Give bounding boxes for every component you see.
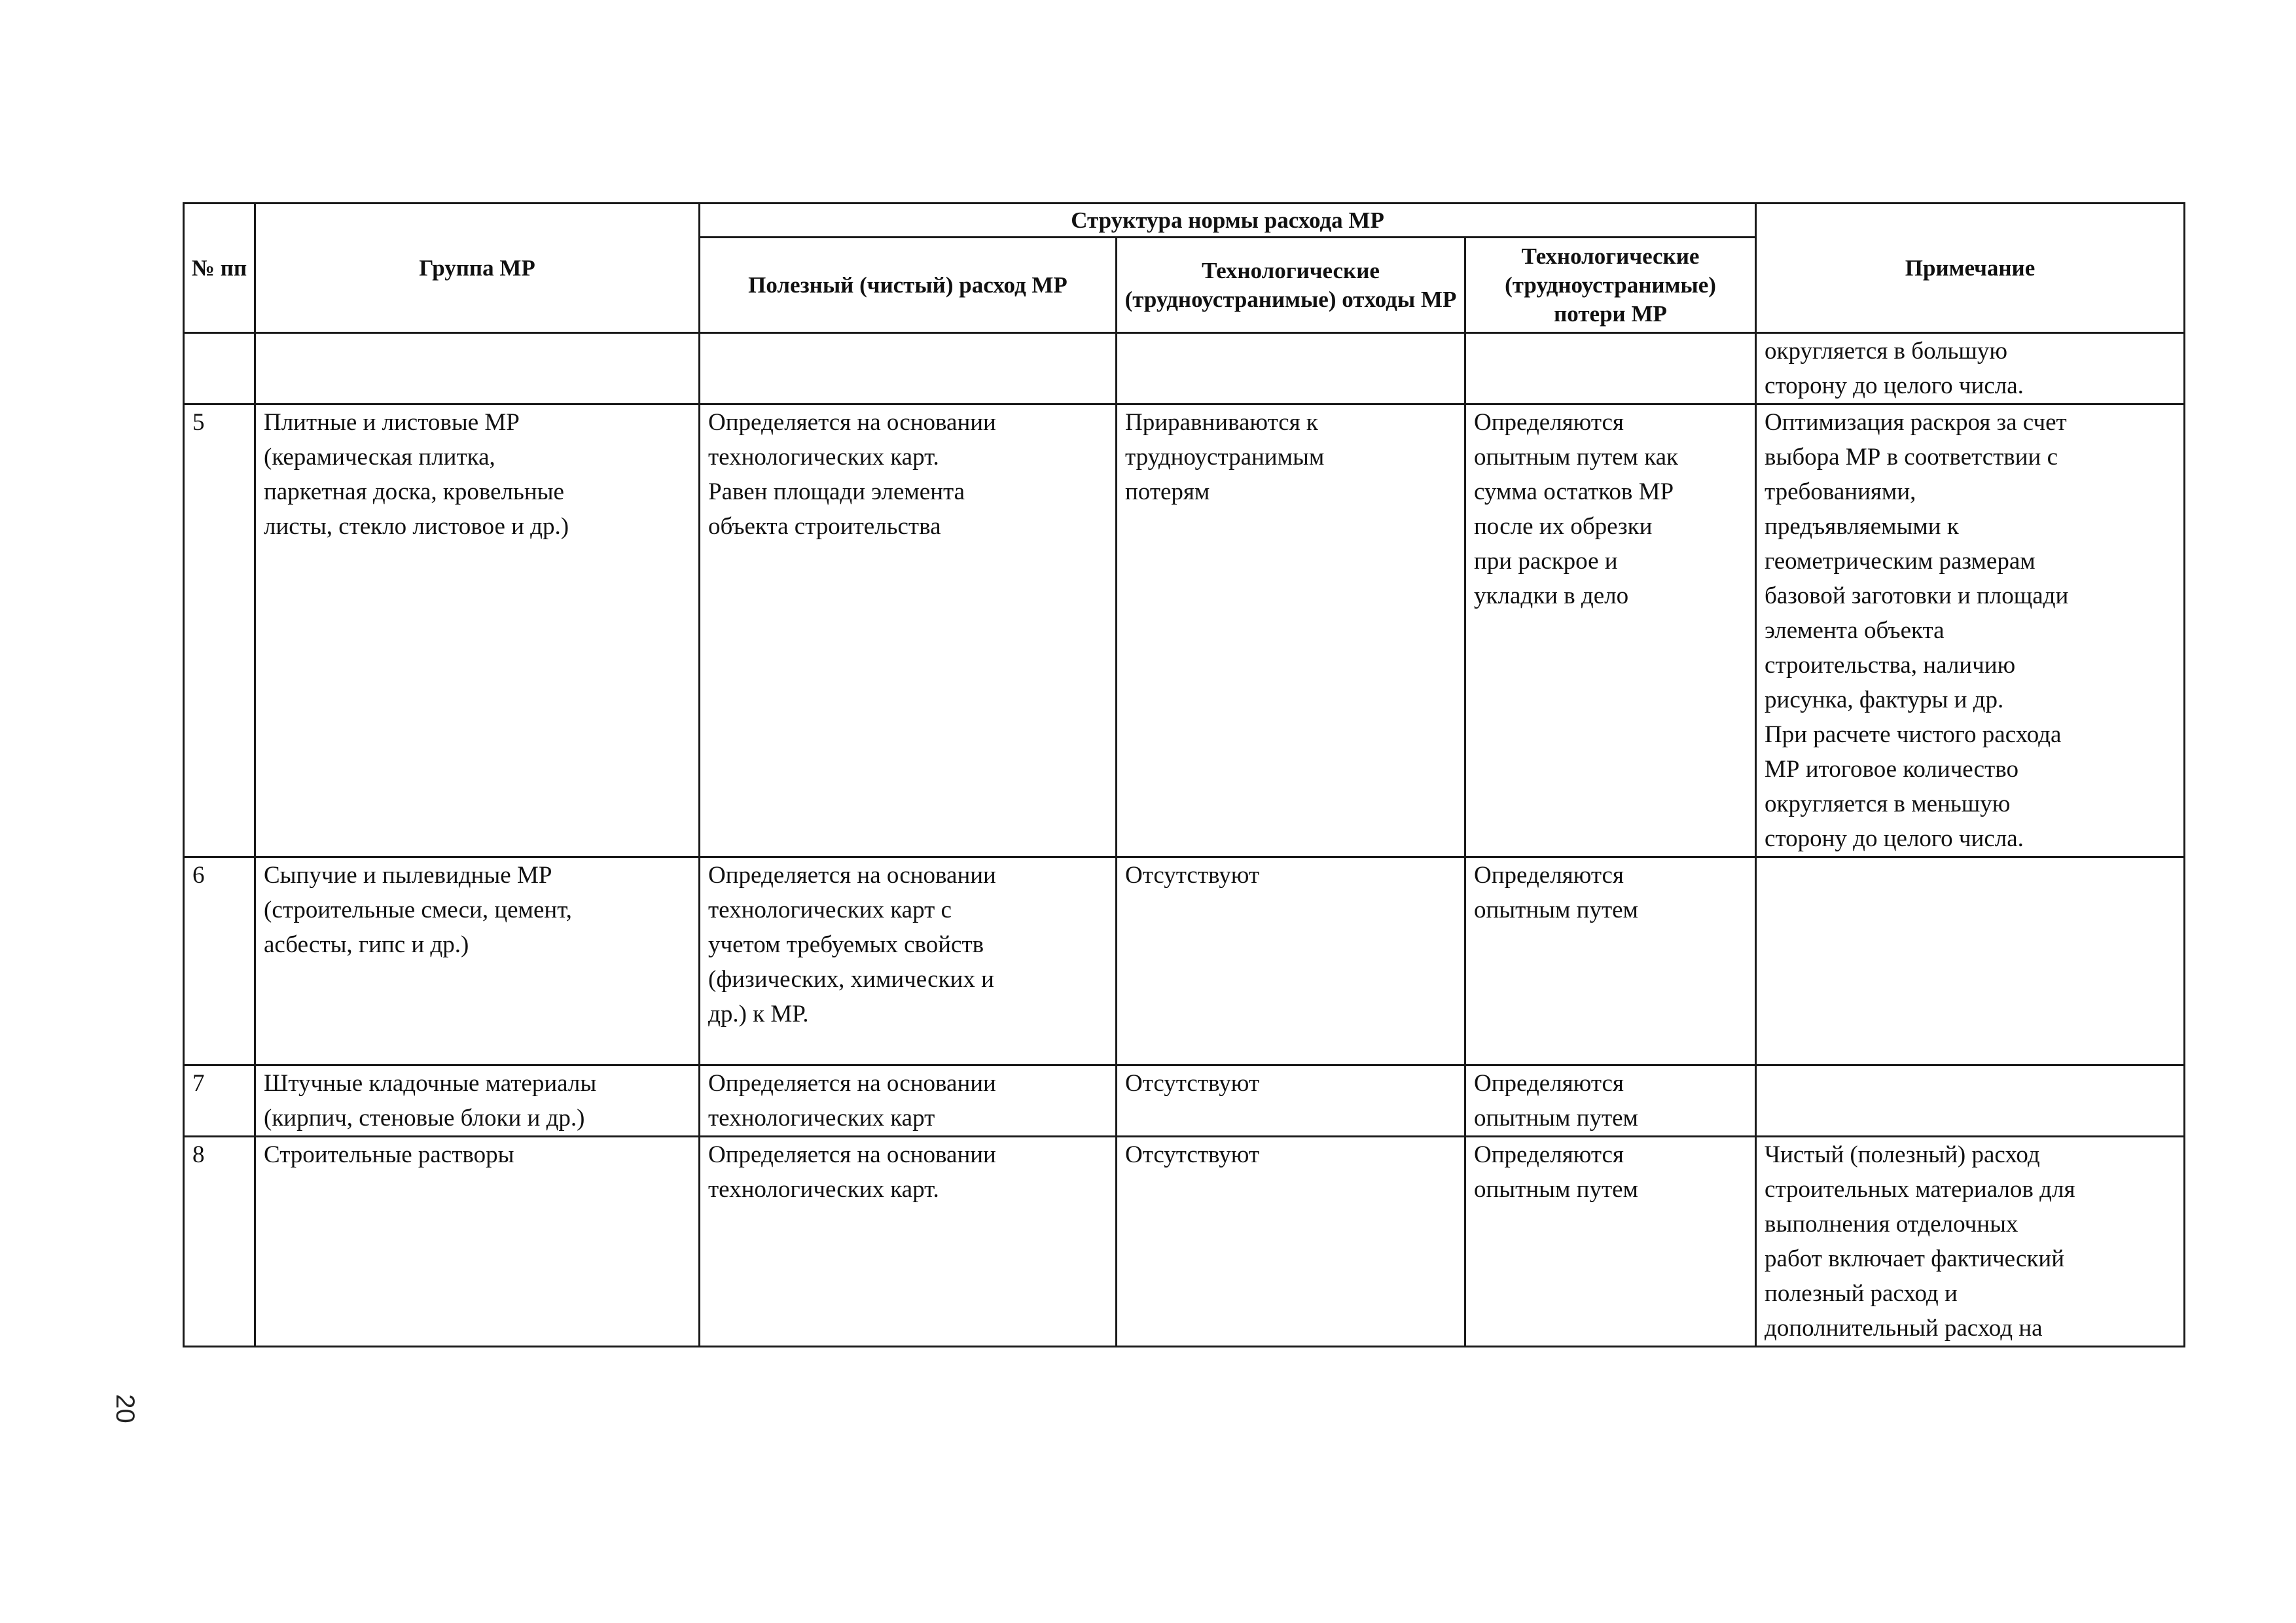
cell-note: округляется в большую сторону до целого числа.	[1756, 333, 2185, 404]
cell-waste: Приравниваются к трудноустранимым потерям	[1117, 404, 1465, 857]
cell-net	[700, 333, 1117, 404]
page-number: 20	[110, 1394, 139, 1423]
cell-number: 7	[184, 1065, 255, 1137]
cell-note	[1756, 1065, 2185, 1137]
cell-waste: Отсутствуют	[1117, 1065, 1465, 1137]
cell-note	[1756, 857, 2185, 1065]
cell-group: Строительные растворы	[255, 1137, 700, 1347]
header-number: № пп	[184, 204, 255, 333]
header-structure: Структура нормы расхода МР	[700, 204, 1756, 238]
table-row	[184, 1137, 2185, 1347]
header-waste: Технологические (трудноустранимые) отходы МР	[1117, 238, 1465, 333]
cell-number	[184, 333, 255, 404]
cell-losses: Определяются опытным путем	[1465, 1065, 1756, 1137]
table-row-continuation	[184, 333, 2185, 404]
table-header	[184, 204, 2185, 333]
table-row	[184, 404, 2185, 857]
cell-losses	[1465, 333, 1756, 404]
cell-losses: Определяются опытным путем	[1465, 857, 1756, 1065]
table-row	[184, 857, 2185, 1065]
cell-group: Плитные и листовые МР (керамическая плитка, паркетная доска, кровельные листы, стекло листовое и др.)	[255, 404, 700, 857]
cell-number: 8	[184, 1137, 255, 1347]
material-norms-table	[183, 202, 2185, 1347]
cell-waste: Отсутствуют	[1117, 857, 1465, 1065]
cell-number: 5	[184, 404, 255, 857]
cell-net: Определяется на основании технологических карт.	[700, 1137, 1117, 1347]
cell-number: 6	[184, 857, 255, 1065]
cell-losses: Определяются опытным путем как сумма остатков МР после их обрезки при раскрое и укладки в дело	[1465, 404, 1756, 857]
cell-note: Чистый (полезный) расход строительных материалов для выполнения отделочных работ включает фактический полезный расход и дополнительный расход на	[1756, 1137, 2185, 1347]
cell-group	[255, 333, 700, 404]
cell-waste: Отсутствуют	[1117, 1137, 1465, 1347]
header-losses: Технологические (трудноустранимые) потери МР	[1465, 238, 1756, 333]
header-group: Группа МР	[255, 204, 700, 333]
cell-losses: Определяются опытным путем	[1465, 1137, 1756, 1347]
header-net-consumption: Полезный (чистый) расход МР	[700, 238, 1117, 333]
header-note: Примечание	[1756, 204, 2185, 333]
cell-net: Определяется на основании технологических карт с учетом требуемых свойств (физических, химических и др.) к МР.	[700, 857, 1117, 1065]
cell-net: Определяется на основании технологических карт	[700, 1065, 1117, 1137]
cell-group: Сыпучие и пылевидные МР (строительные смеси, цемент, асбесты, гипс и др.)	[255, 857, 700, 1065]
cell-waste	[1117, 333, 1465, 404]
cell-net: Определяется на основании технологических карт. Равен площади элемента объекта строительства	[700, 404, 1117, 857]
cell-group: Штучные кладочные материалы (кирпич, стеновые блоки и др.)	[255, 1065, 700, 1137]
table-row	[184, 1065, 2185, 1137]
table-body	[184, 333, 2185, 1347]
cell-note: Оптимизация раскроя за счет выбора МР в соответствии с требованиями, предъявляемыми к геометрическим размерам базовой заготовки и площади элемента объекта строительства, наличию рисунка, фактуры и др. При расчете чистого расхода МР итоговое количество округляется в меньшую сторону до целого числа.	[1756, 404, 2185, 857]
